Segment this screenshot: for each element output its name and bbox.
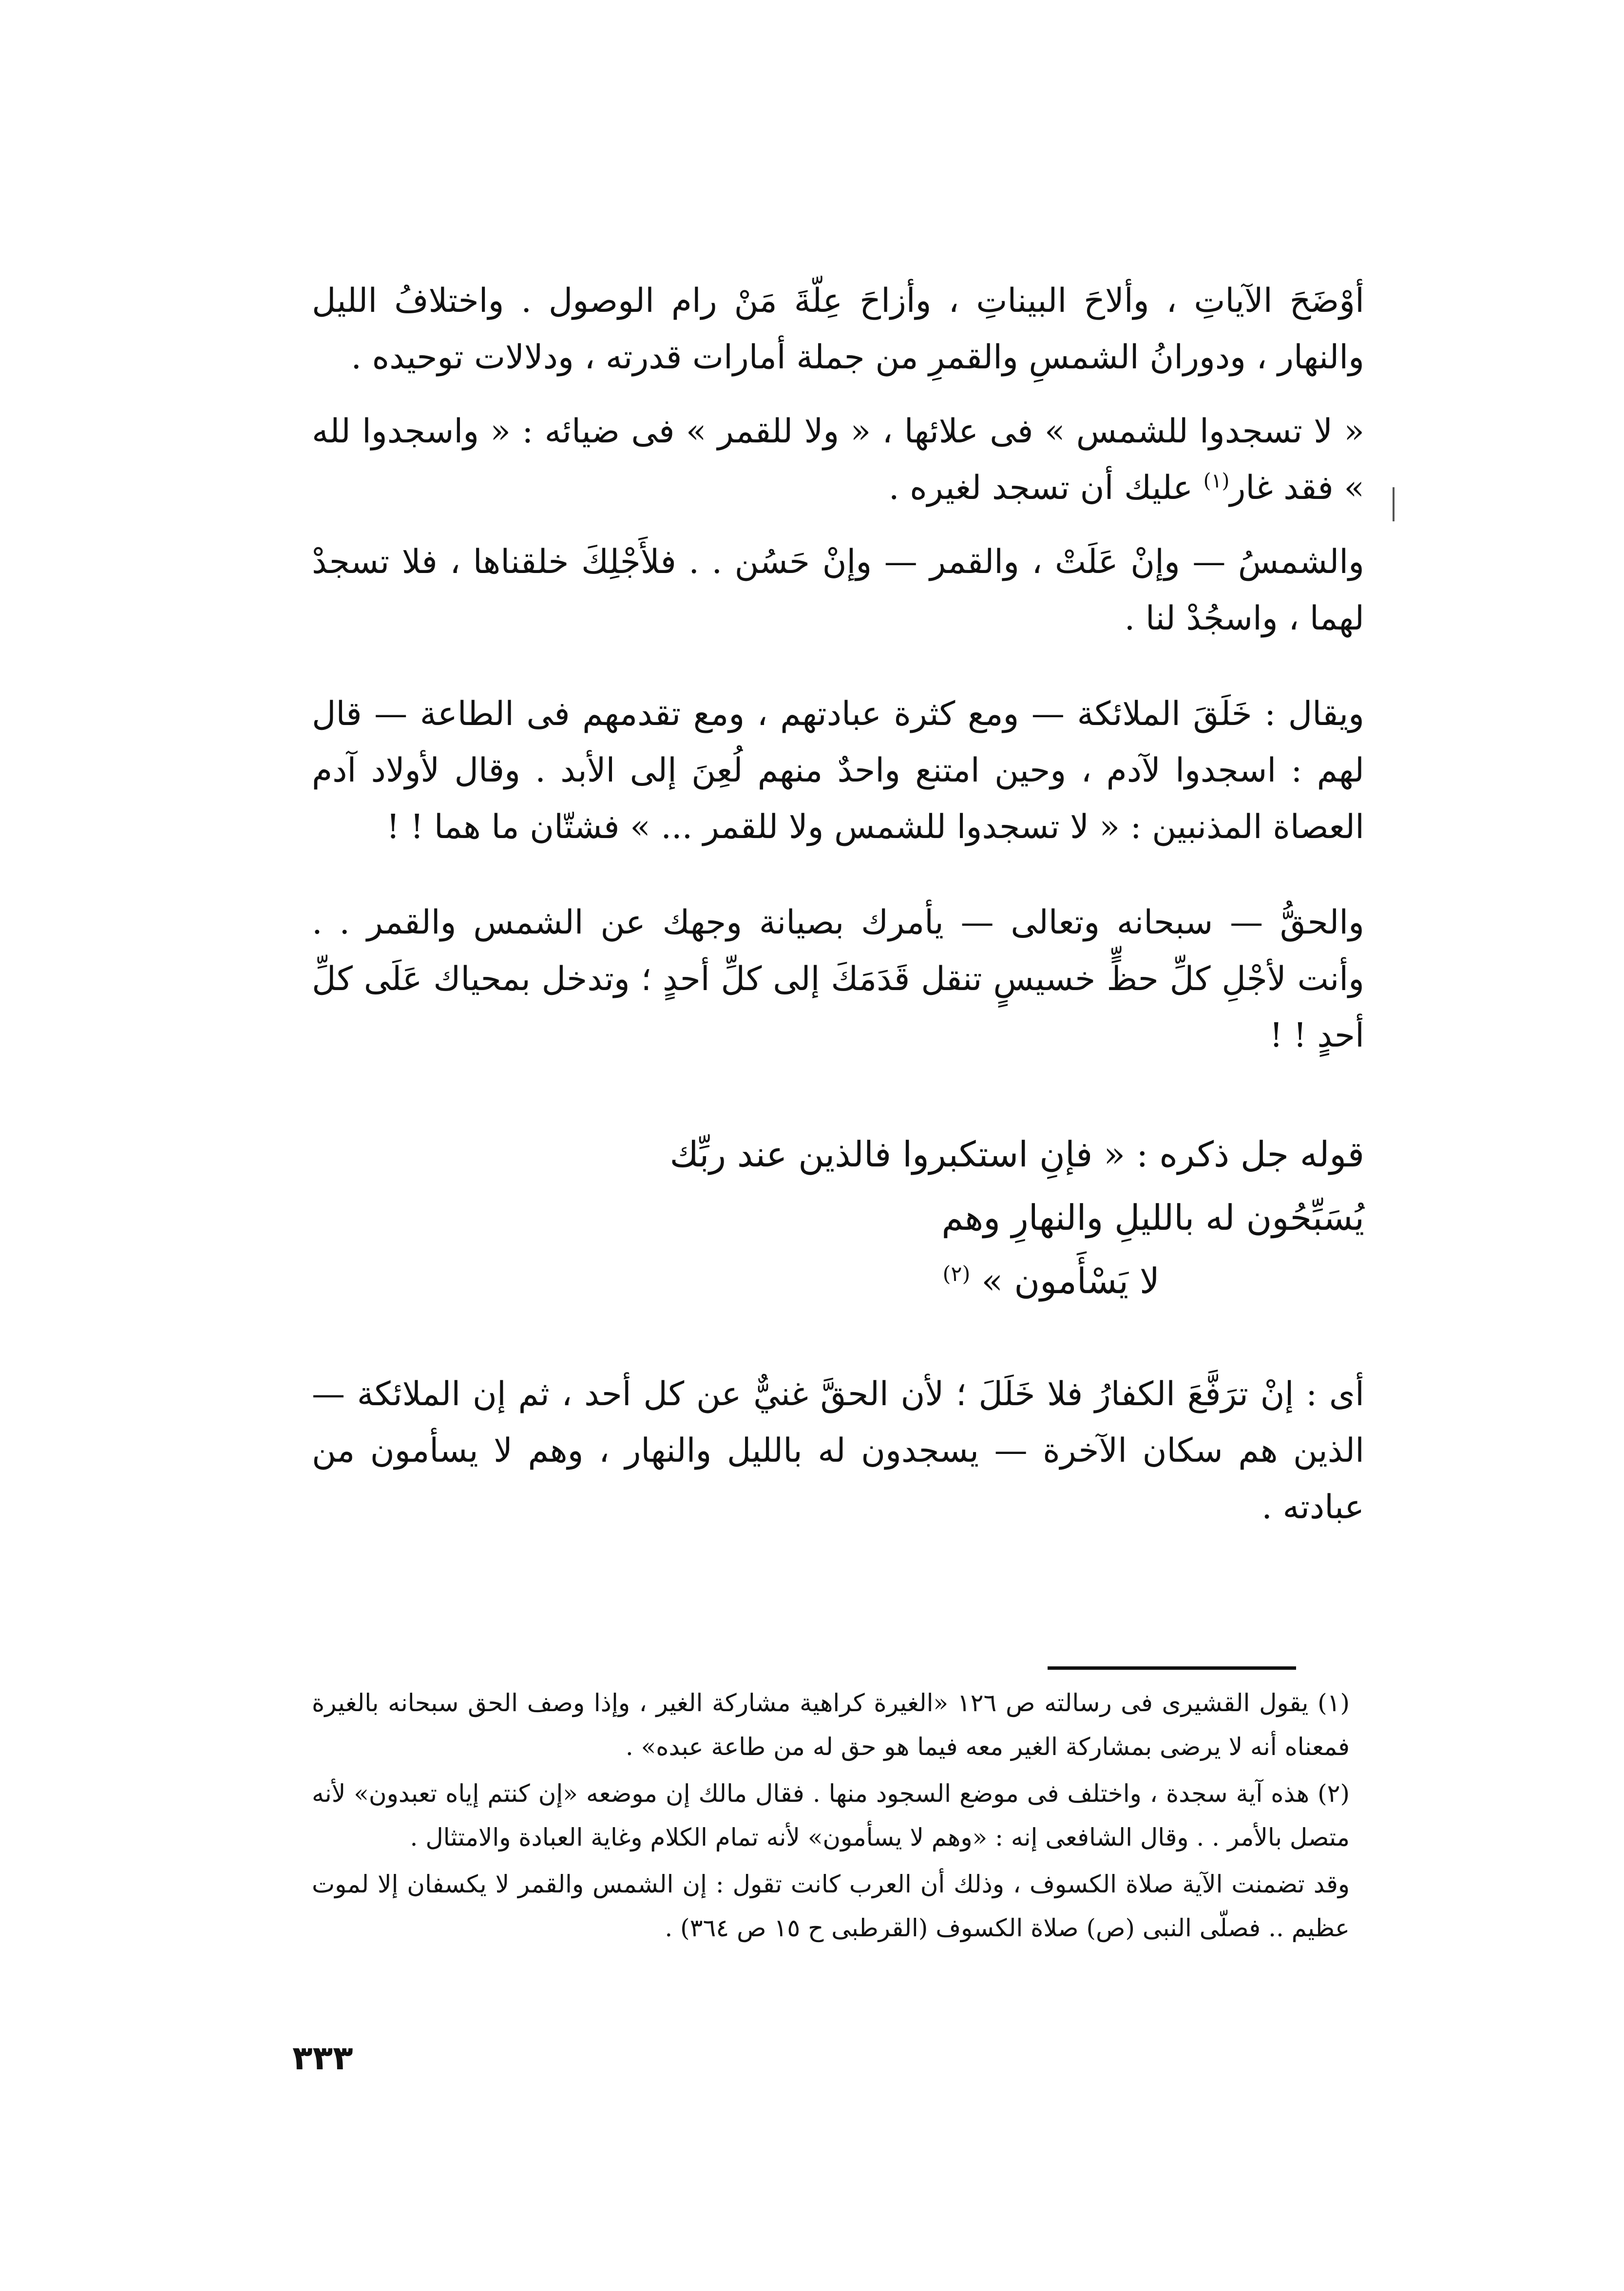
- paragraph-1: أوْضَحَ الآياتِ ، وألاحَ البيناتِ ، وأزاحَ عِلّةَ مَنْ رام الوصول . واختلافُ الليل والنهار ، ودورانُ الشمسِ والقمرِ من جملة أمارات قدرته ، ودلالات توحيده .: [312, 282, 1364, 377]
- footnote-ref-2: (٢): [942, 1262, 971, 1286]
- quran-verse: [669, 1123, 1364, 1313]
- paragraph-5: والحقُّ — سبحانه وتعالى — يأمرك بصيانة وجهك عن الشمس والقمر . . وأنت لأجْلِ كلِّ حظٍّ خسيسٍ تنقل قَدَمَكَ إلى كلِّ أحدٍ ؛ وتدخل بمحياك عَلَى كلِّ أحدٍ ! !: [312, 903, 1364, 1055]
- verse-line-1: قوله جل ذكره : « فإنِ استكبروا فالذين عند ربِّك: [669, 1134, 1364, 1175]
- paragraph-6: أى : إنْ ترَفَّعَ الكفارُ فلا خَلَلَ ؛ لأن الحقَّ غنيٌّ عن كل أحد ، ثم إن الملائكة — الذين هم سكان الآخرة — يسجدون له بالليل والنهار ، وهم لا يسأمون من عبادته .: [312, 1375, 1365, 1527]
- paragraph-4: ويقال : خَلَقَ الملائكة — ومع كثرة عبادتهم ، ومع تقدمهم فى الطاعة — قال لهم : اسجدوا لآدم ، وحين امتنع واحدٌ منهم لُعِنَ إلى الأبد . وقال لأولاد آدم العصاة المذنبين : « لا تسجدوا للشمس ولا للقمر ... » فشتّان ما هما ! !: [312, 695, 1364, 846]
- footnote-separator: [1048, 1666, 1296, 1670]
- verse-line-2: يُسَبِّحُون له بالليلِ والنهارِ وهم: [941, 1197, 1364, 1238]
- paragraph-2-tail: عليك أن تسجد لغيره .: [888, 469, 1193, 507]
- footnote-ref-1: (١): [1203, 469, 1230, 493]
- margin-mark: [1393, 487, 1395, 521]
- paragraph-3: والشمسُ — وإنْ عَلَتْ ، والقمر — وإنْ حَسُن . . فلأَجْلِكَ خلقناها ، فلا تسجدْ لهما ، واسجُدْ لنا .: [312, 543, 1364, 638]
- paragraph-2-text: « لا تسجدوا للشمس » فى علائها ، « ولا للقمر » فى ضيائه : « واسجدوا لله » فقد غار: [312, 412, 1364, 507]
- footnotes: [312, 1681, 1350, 1953]
- footnote-2-continuation: وقد تضمنت الآية صلاة الكسوف ، وذلك أن العرب كانت تقول : إن الشمس والقمر لا يكسفان إلا لموت عظيم .. فصلّى النبى (ص) صلاة الكسوف (القرطبى ح ١٥ ص ٣٦٤) .: [312, 1870, 1350, 1942]
- page-number: ٣٣٣: [292, 2039, 353, 2078]
- footnote-1: (١) يقول القشيرى فى رسالته ص ١٢٦ «الغيرة كراهية مشاركة الغير ، وإذا وصف الحق سبحانه بالغيرة فمعناه أنه لا يرضى بمشاركة الغير معه فيما هو حق له من طاعة عبده» .: [312, 1689, 1350, 1761]
- footnote-2: (٢) هذه آية سجدة ، واختلف فى موضع السجود منها . فقال مالك إن موضعه «إن كنتم إياه تعبدون» لأنه متصل بالأمر . . وقال الشافعى إنه : «وهم لا يسأمون» لأنه تمام الكلام وغاية العبادة والامتثال .: [312, 1779, 1350, 1852]
- main-text: [312, 273, 1364, 1553]
- verse-line-3: [682, 1249, 1364, 1313]
- verse-line-3-text: لا يَسْأَمون »: [981, 1260, 1160, 1301]
- paragraph-2: [312, 403, 1364, 516]
